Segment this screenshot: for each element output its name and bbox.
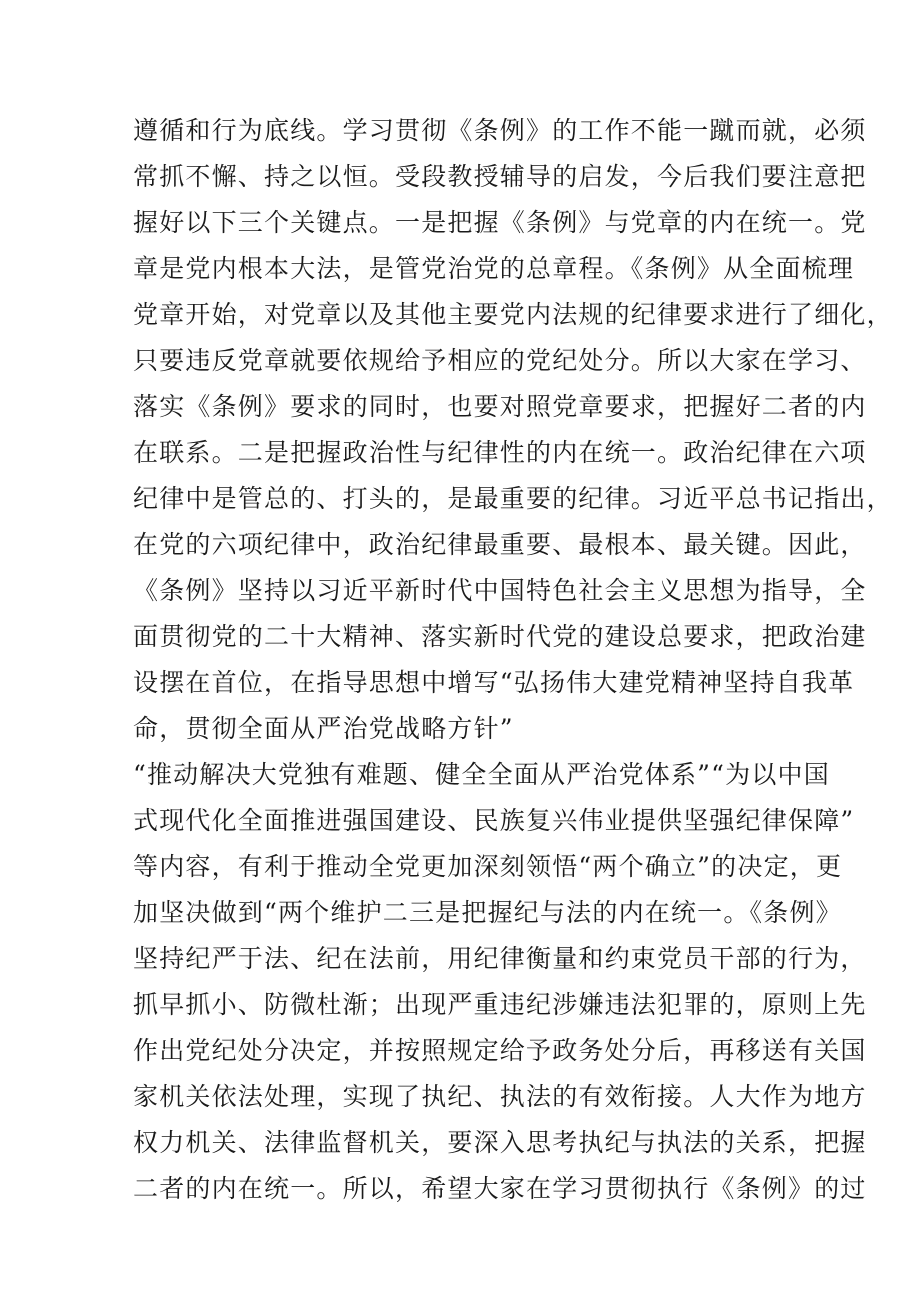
text-line: 在党的六项纪律中，政治纪律最重要、最根本、最关键。因此， — [133, 530, 867, 559]
text-line: 党章开始，对党章以及其他主要党内法规的纪律要求进行了细化， — [133, 300, 893, 329]
text-line: 式现代化全面推进强国建设、民族复兴伟业提供坚强纪律保障” — [133, 806, 855, 835]
text-line: 握好以下三个关键点。一是把握《条例》与党章的内在统一。党 — [133, 208, 867, 237]
text-line: 二者的内在统一。所以，希望大家在学习贯彻执行《条例》的过 — [133, 1174, 867, 1203]
text-line: 落实《条例》要求的同时，也要对照党章要求，把握好二者的内 — [133, 392, 867, 421]
text-line: “推动解决大党独有难题、健全全面从严治党体系”“为以中国 — [133, 760, 830, 789]
text-line: 权力机关、法律监督机关，要深入思考执纪与执法的关系，把握 — [133, 1128, 867, 1157]
text-line: 坚持纪严于法、纪在法前，用纪律衡量和约束党员干部的行为， — [133, 944, 867, 973]
text-line: 抓早抓小、防微杜渐；出现严重违纪涉嫌违法犯罪的，原则上先 — [133, 990, 867, 1019]
text-line: 在联系。二是把握政治性与纪律性的内在统一。政治纪律在六项 — [133, 438, 867, 467]
text-line: 面贯彻党的二十大精神、落实新时代党的建设总要求，把政治建 — [133, 622, 867, 651]
text-line: 只要违反党章就要依规给予相应的党纪处分。所以大家在学习、 — [133, 346, 867, 375]
text-line: 常抓不懈、持之以恒。受段教授辅导的启发，今后我们要注意把 — [133, 162, 867, 191]
text-line: 纪律中是管总的、打头的，是最重要的纪律。习近平总书记指出， — [133, 484, 893, 513]
text-line: 家机关依法处理，实现了执纪、执法的有效衔接。人大作为地方 — [133, 1082, 867, 1111]
text-line: 《条例》坚持以习近平新时代中国特色社会主义思想为指导，全 — [133, 576, 867, 605]
text-line: 命，贯彻全面从严治党战略方针” — [133, 714, 514, 743]
body-text — [133, 108, 893, 1212]
text-line: 遵循和行为底线。学习贯彻《条例》的工作不能一蹴而就，必须 — [133, 116, 867, 145]
text-line: 作出党纪处分决定，并按照规定给予政务处分后，再移送有关国 — [133, 1036, 867, 1065]
text-line: 章是党内根本大法，是管党治党的总章程。《条例》从全面梳理 — [133, 254, 855, 283]
text-line: 设摆在首位，在指导思想中增写“弘扬伟大建党精神坚持自我革 — [133, 668, 855, 697]
text-line: 加坚决做到“两个维护二三是把握纪与法的内在统一。《条例》 — [133, 898, 842, 927]
text-line: 等内容，有利于推动全党更加深刻领悟“两个确立”的决定，更 — [133, 852, 843, 881]
